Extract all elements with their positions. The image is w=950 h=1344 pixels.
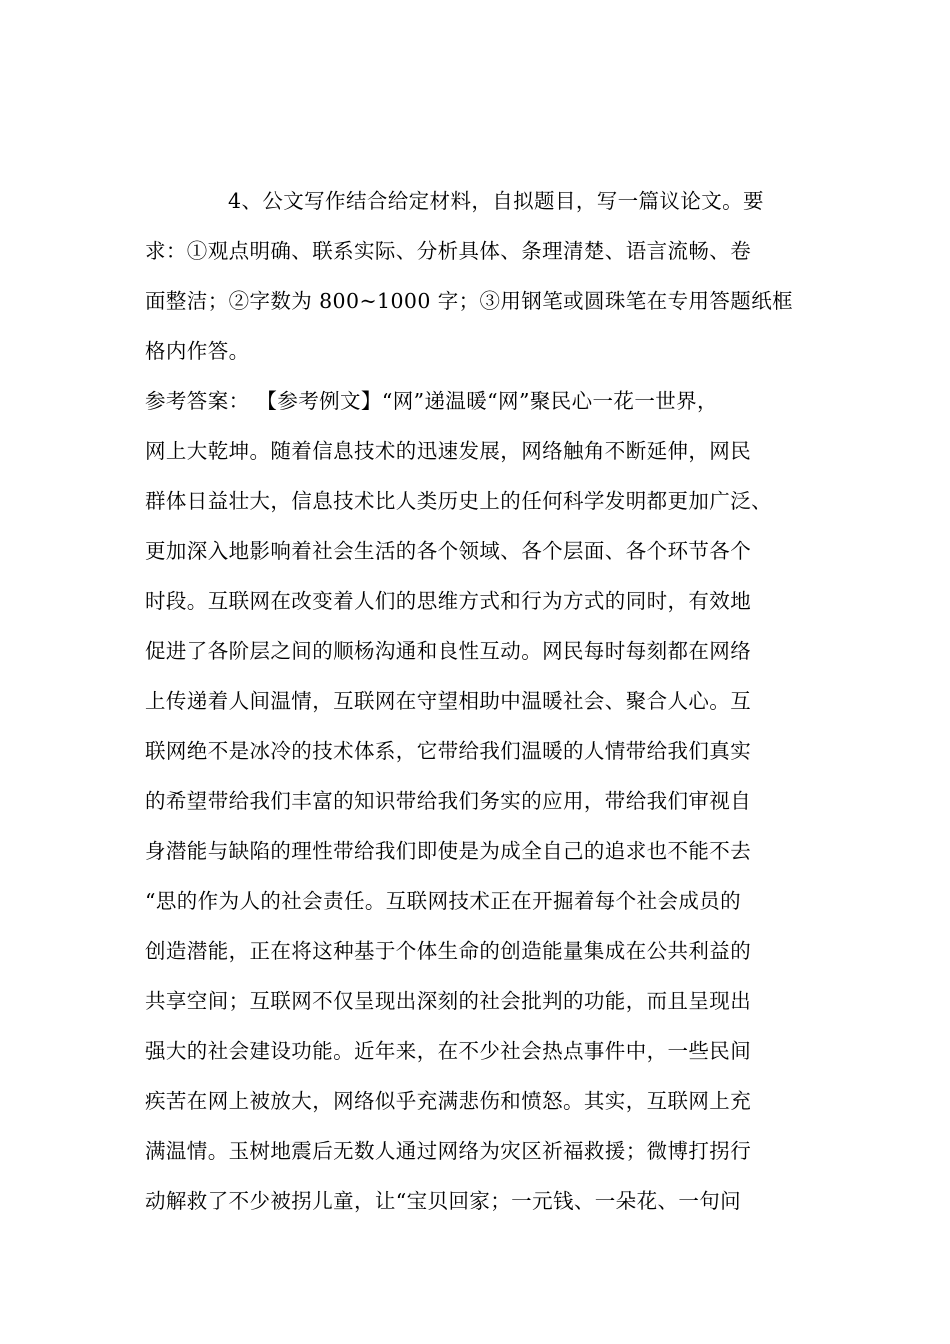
answer-line-3: 群体日益壮大，信息技术比人类历史上的任何科学发明都更加广泛、 (145, 489, 772, 513)
answer-line-14: 强大的社会建设功能。近年来，在不少社会热点事件中，一些民间 (145, 1039, 752, 1063)
question-line-4: 格内作答。 (145, 339, 250, 363)
question-line-3: 面整洁；②字数为 800~1000 字；③用钢笔或圆珠笔在专用答题纸框 (145, 289, 794, 313)
answer-line-2: 网上大乾坤。随着信息技术的迅速发展，网络触角不断延伸，网民 (145, 439, 752, 463)
answer-line-13: 共享空间；互联网不仅呈现出深刻的社会批判的功能，而且呈现出 (145, 989, 752, 1013)
question-line-2: 求：①观点明确、联系实际、分析具体、条理清楚、语言流畅、卷 (145, 239, 752, 263)
answer-line-11: “思的作为人的社会责任。互联网技术正在开掘着每个社会成员的 (145, 889, 742, 913)
answer-line-4: 更加深入地影响着社会生活的各个领域、各个层面、各个环节各个 (145, 539, 752, 563)
answer-line-6: 促进了各阶层之间的顺杨沟通和良性互动。网民每时每刻都在网络 (145, 639, 752, 663)
answer-line-7: 上传递着人间温情，互联网在守望相助中温暖社会、聚合人心。互 (145, 689, 752, 713)
answer-line-12: 创造潜能，正在将这种基于个体生命的创造能量集成在公共利益的 (145, 939, 752, 963)
question-line-1: 4、公文写作结合给定材料，自拟题目，写一篇议论文。要 (228, 189, 764, 213)
answer-line-15: 疾苦在网上被放大，网络似乎充满悲伤和愤怒。其实，互联网上充 (145, 1089, 752, 1113)
answer-line-17: 动解救了不少被拐儿童，让“宝贝回家；一元钱、一朵花、一句问 (145, 1189, 742, 1213)
answer-line-1: 参考答案： 【参考例文】“网”递温暖“网”聚民心一花一世界， (145, 389, 718, 413)
answer-line-8: 联网绝不是冰冷的技术体系，它带给我们温暖的人情带给我们真实 (145, 739, 752, 763)
answer-line-9: 的希望带给我们丰富的知识带给我们务实的应用，带给我们审视自 (145, 789, 752, 813)
answer-line-10: 身潜能与缺陷的理性带给我们即使是为成全自己的追求也不能不去 (145, 839, 752, 863)
answer-line-5: 时段。互联网在改变着人们的思维方式和行为方式的同时，有效地 (145, 589, 752, 613)
answer-line-16: 满温情。玉树地震后无数人通过网络为灾区祈福救援；微博打拐行 (145, 1139, 752, 1163)
